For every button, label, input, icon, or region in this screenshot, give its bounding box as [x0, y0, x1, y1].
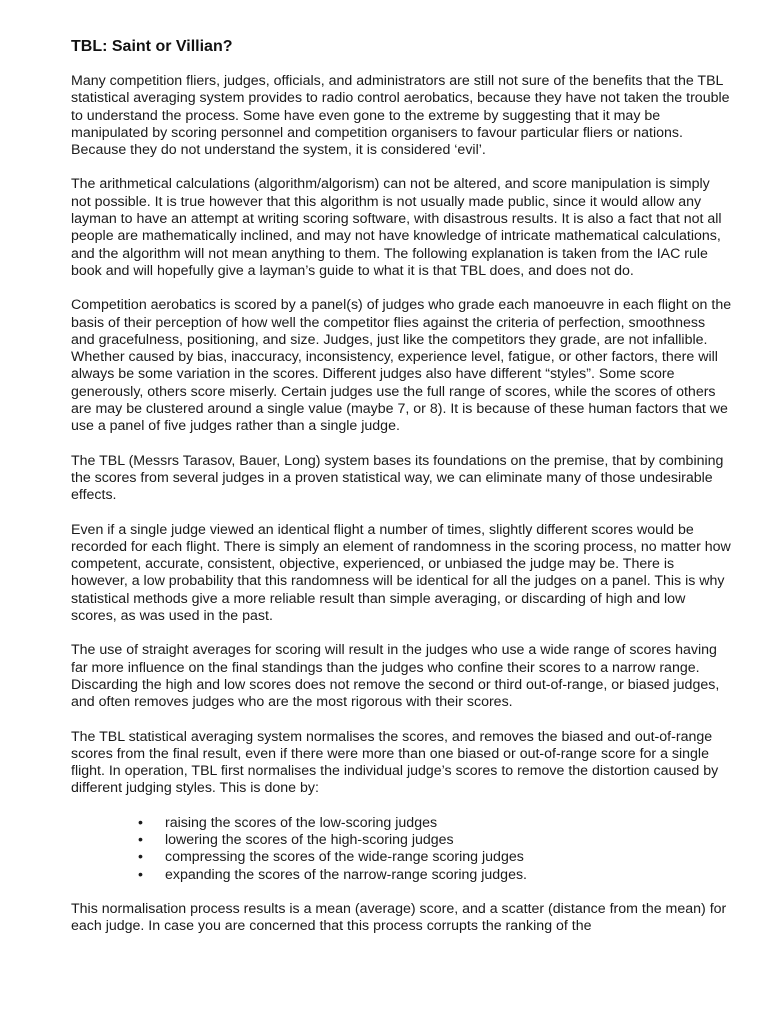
paragraph-algorithm: The arithmetical calculations (algorithm/algorism) can not be altered, and score manipulation is simply not possible. It is true however that this algorithm is not usually made public, since it would allow any layman to have an attempt at writing scoring software, with disastrous results. It is also a fact that not all people are mathematically inclined, and may not have knowledge of intricate mathematical calculations, and the algorithm will not mean anything to them. The following explanation is taken from the IAC rule book and will hopefully give a layman’s guide to what it is that TBL does, and does not do.	[71, 176, 722, 279]
paragraph-randomness: Even if a single judge viewed an identical flight a number of times, slightly different scores would be recorded for each flight. There is simply an element of randomness in the scoring process, no matter how competent, accurate, consistent, objective, experienced, or unbiased the judge may be. There is however, a low probability that this randomness will be identical for all the judges on a panel. This is why statistical methods give a more reliable result than simple averaging, or discarding of high and low scores, as was used in the past.	[71, 521, 731, 625]
list-item-text: compressing the scores of the wide-range scoring judges	[165, 849, 524, 866]
list-item	[138, 815, 732, 832]
bullet-icon: •	[138, 866, 143, 883]
list-item-text: lowering the scores of the high-scoring judges	[165, 831, 454, 848]
bullet-icon: •	[138, 849, 143, 866]
list-item	[138, 867, 732, 884]
paragraph-judging: Competition aerobatics is scored by a panel(s) of judges who grade each manoeuvre in each flight on the basis of their perception of how well the competitor flies against the criteria of perfection, smoothness and gracefulness, positioning, and size. Judges, just like the competitors they grade, are not infallible. Whether caused by bias, inaccuracy, inconsistency, experience level, fatigue, or other factors, there will always be some variation in the scores. Different judges also have different “styles”. Some score generously, others score miserly. Certain judges use the full range of scores, while the scores of others are may be clustered around a single value (maybe 7, or 8). It is because of these human factors that we use a panel of five judges rather than a single judge.	[71, 297, 732, 435]
paragraph-intro: Many competition fliers, judges, officials, and administrators are still not sure of the benefits that the TBL statistical averaging system provides to radio control aerobatics, because they have not taken the trouble to understand the process. Some have even gone to the extreme by suggesting that it may be manipulated by scoring personnel and competition organisers to favour particular fliers or nations. Because they do not understand the system, it is considered ‘evil’.	[71, 73, 730, 159]
paragraph-tbl-premise: The TBL (Messrs Tarasov, Bauer, Long) system bases its foundations on the premise, that by combining the scores from several judges in a proven statistical way, we can eliminate many of those undesirable effects.	[71, 452, 724, 504]
bullet-icon: •	[138, 814, 143, 831]
paragraph-closing: This normalisation process results is a mean (average) score, and a scatter (distance from the mean) for each judge. In case you are concerned that this process corrupts the ranking of the	[71, 900, 727, 935]
list-item	[138, 849, 732, 866]
paragraph-straight-averages: The use of straight averages for scoring will result in the judges who use a wide range of scores having far more influence on the final standings than the judges who confine their scores to a narrow range. Discarding the high and low scores does not remove the second or third out-of-range, or biased judges, and often removes judges who are the most rigorous with their scores.	[71, 642, 720, 711]
bullet-icon: •	[138, 831, 143, 848]
paragraph-normalisation: The TBL statistical averaging system normalises the scores, and removes the biased and out-of-range scores from the final result, even if there were more than one biased or out-of-range score for a single flight. In operation, TBL first normalises the individual judge’s scores to remove the distortion caused by different judging styles. This is done by:	[71, 728, 719, 797]
normalisation-steps-list	[71, 815, 732, 884]
list-item-text: raising the scores of the low-scoring judges	[165, 814, 438, 831]
list-item	[138, 832, 732, 849]
document-title: TBL: Saint or Villian?	[71, 38, 233, 55]
list-item-text: expanding the scores of the narrow-range scoring judges.	[165, 866, 527, 883]
